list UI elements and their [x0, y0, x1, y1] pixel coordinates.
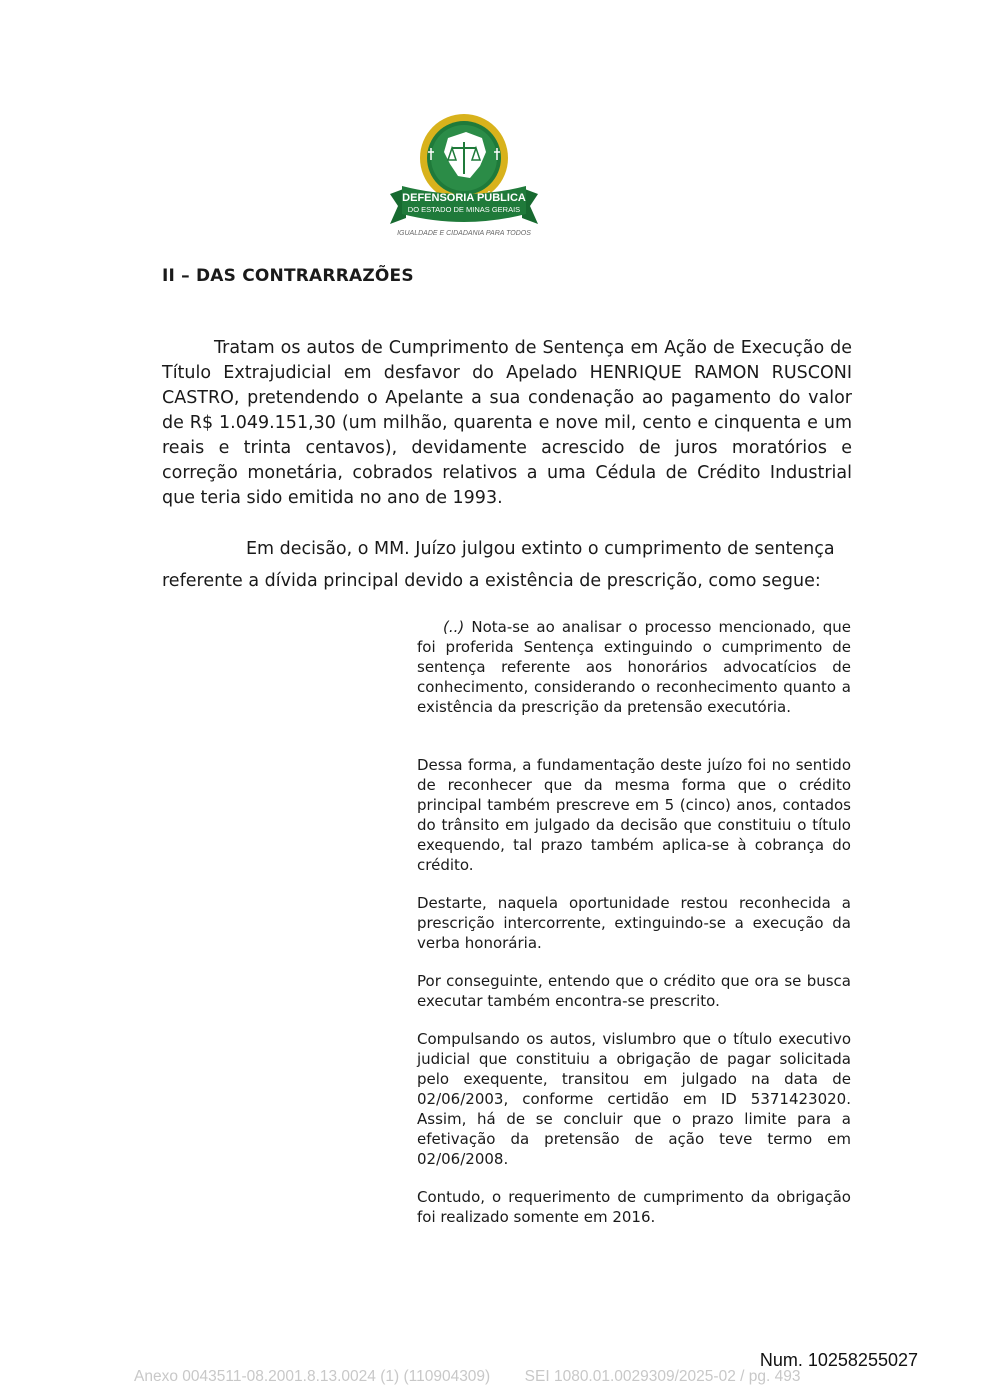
quote-paragraph-6: Contudo, o requerimento de cumprimento da obrigação foi realizado somente em 2016. [417, 1188, 851, 1226]
quote-paragraph-1-text: Nota-se ao analisar o processo mencionado, que foi proferida Sentença extinguindo o cumprimento de sentença referente aos honorários advocatícios de conhecimento, considerando o reconhecimento quanto a existência da prescrição da pretensão executória. [417, 618, 851, 716]
quote-paragraph-3: Destarte, naquela oportunidade restou reconhecida a prescrição intercorrente, extinguindo-se a execução da verba honorária. [417, 894, 851, 952]
quote-paragraph-1 [417, 617, 851, 717]
quote-ellipsis: (..) [443, 618, 465, 636]
quote-paragraph-4: Por conseguinte, entendo que o crédito que ora se busca executar também encontra-se prescrito. [417, 972, 851, 1010]
logo-line1: DEFENSORIA PÚBLICA [402, 192, 526, 204]
section-heading: II – DAS CONTRARRAZÕES [162, 266, 414, 286]
paragraph-1: Tratam os autos de Cumprimento de Sentença em Ação de Execução de Título Extrajudicial em desfavor do Apelado HENRIQUE RAMON RUSCONI CASTRO, pretendendo o Apelante a sua condenação ao pagamento do valor de R$ 1.049.151,30 (um milhão, quarenta e nove mil, cento e cinquenta e um reais e trinta centavos), devidamente acrescido de juros moratórios e correção monetária, cobrados relativos a uma Cédula de Crédito Industrial que teria sido emitida no ano de 1993. [162, 338, 852, 508]
footer-annex: Anexo 0043511-08.2001.8.13.0024 (1) (110904309) SEI 1080.01.0029309/2025-02 / pg. 493 [134, 1368, 801, 1385]
document-number: Num. 10258255027 [759, 1350, 918, 1370]
quote-paragraph-5: Compulsando os autos, vislumbro que o título executivo judicial que constituiu a obrigação de pagar solicitada pelo exequente, transitou em julgado na data de 02/06/2003, conforme certidão em ID 5371423020. Assim, há de se concluir que o prazo limite para a efetivação da pretensão de ação teve termo em 02/06/2008. [417, 1030, 851, 1168]
quote-paragraph-2: Dessa forma, a fundamentação deste juízo foi no sentido de reconhecer que da mesma forma que o crédito principal também prescreve em 5 (cinco) anos, contados do trânsito em julgado da decisão que constituiu o título exequendo, tal prazo também aplica-se à cobrança do crédito. [417, 756, 851, 874]
defensoria-logo [386, 108, 542, 240]
logo-tagline: IGUALDADE E CIDADANIA PARA TODOS [397, 230, 531, 237]
paragraph-2: Em decisão, o MM. Juízo julgou extinto o cumprimento de sentença referente a dívida principal devido a existência de prescrição, como segue: [162, 539, 835, 591]
logo-line2: DO ESTADO DE MINAS GERAIS [407, 205, 521, 214]
